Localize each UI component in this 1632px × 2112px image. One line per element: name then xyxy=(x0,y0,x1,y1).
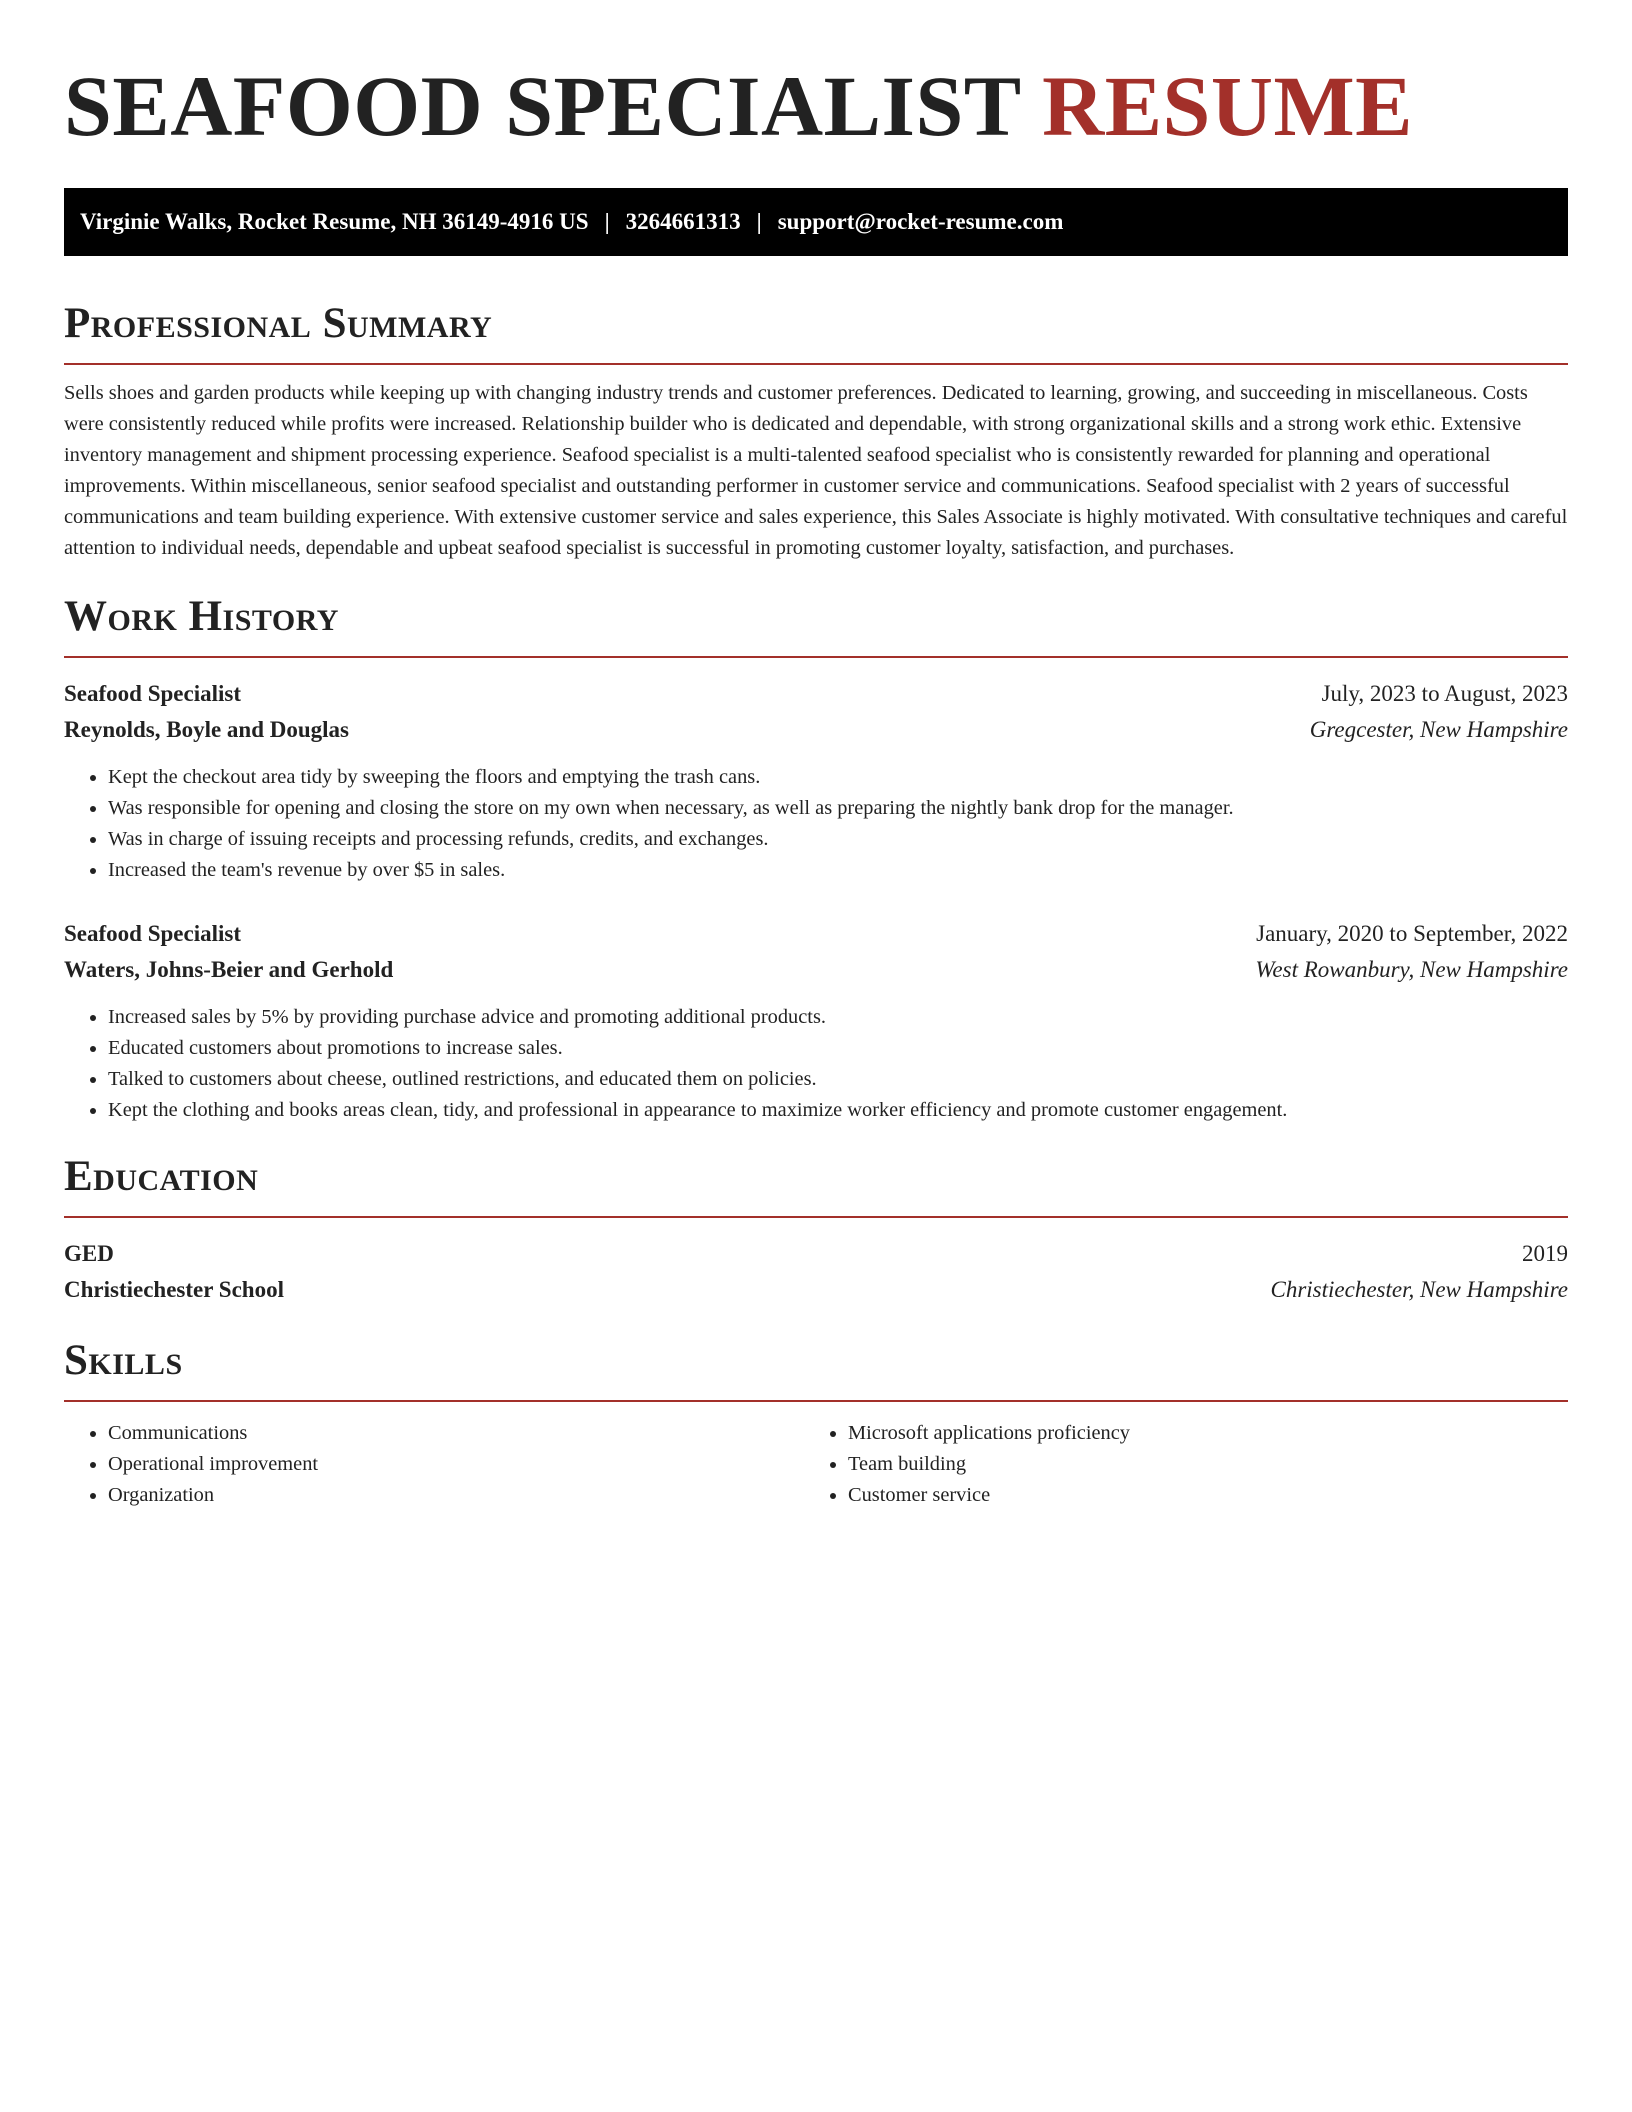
list-item: • Increased sales by 5% by providing purchase advice and promoting additional products. xyxy=(108,1002,1568,1033)
contact-bar xyxy=(64,188,1568,256)
skills-section xyxy=(64,1336,1568,1511)
skill-item: • Communications xyxy=(108,1418,804,1449)
title-role: SEAFOOD SPECIALIST xyxy=(64,58,1021,154)
list-item: • Educated customers about promotions to increase sales. xyxy=(108,1033,1568,1064)
list-item: • Talked to customers about cheese, outlined restrictions, and educated them on policies. xyxy=(108,1064,1568,1095)
skill-item: • Organization xyxy=(108,1480,804,1511)
skill-item: • Operational improvement xyxy=(108,1449,804,1480)
contact-separator: | xyxy=(604,209,610,234)
job-bullets xyxy=(64,762,1568,886)
education-school: Christiechester School xyxy=(64,1277,284,1302)
summary-heading: Professional Summary xyxy=(64,300,493,347)
summary-section xyxy=(64,299,1568,564)
skill-item: • Customer service xyxy=(848,1480,1544,1511)
list-item: • Kept the checkout area tidy by sweeping the floors and emptying the trash cans. xyxy=(108,762,1568,793)
education-entry xyxy=(64,1236,1568,1308)
skills-column-right xyxy=(804,1418,1544,1511)
job-entry xyxy=(64,916,1568,1126)
job-company: Waters, Johns-Beier and Gerhold xyxy=(64,957,394,982)
education-school-row xyxy=(64,1272,1568,1308)
skills-grid xyxy=(64,1418,1568,1511)
list-item: • Increased the team's revenue by over $5 in sales. xyxy=(108,855,1568,886)
job-location: Gregcester, New Hampshire xyxy=(1309,717,1568,742)
education-heading: Education xyxy=(64,1153,259,1200)
job-dates: July, 2023 to August, 2023 xyxy=(1321,681,1568,706)
education-header-row xyxy=(64,1236,1568,1272)
education-location: Christiechester, New Hampshire xyxy=(1270,1277,1568,1302)
skill-item: • Microsoft applications proficiency xyxy=(848,1418,1544,1449)
list-item: • Was in charge of issuing receipts and processing refunds, credits, and exchanges. xyxy=(108,824,1568,855)
list-item: • Was responsible for opening and closing the store on my own when necessary, as well as preparing the nightly bank drop for the manager. xyxy=(108,793,1568,824)
contact-phone: 3264661313 xyxy=(625,209,741,234)
section-divider xyxy=(64,1400,1568,1402)
work-history-heading: Work History xyxy=(64,593,339,640)
job-location: West Rowanbury, New Hampshire xyxy=(1255,957,1568,982)
job-header-row xyxy=(64,916,1568,952)
section-divider xyxy=(64,363,1568,365)
education-section xyxy=(64,1152,1568,1308)
contact-separator: | xyxy=(756,209,762,234)
job-entry xyxy=(64,676,1568,886)
education-year: 2019 xyxy=(1522,1241,1568,1266)
skills-heading: Skills xyxy=(64,1337,183,1384)
job-title: Seafood Specialist xyxy=(64,921,241,946)
title-resume-word: RESUME xyxy=(1042,58,1414,154)
job-bullets xyxy=(64,1002,1568,1126)
skills-column-left xyxy=(64,1418,804,1511)
resume-title xyxy=(64,56,1568,156)
section-divider xyxy=(64,1216,1568,1218)
work-history-section xyxy=(64,592,1568,1126)
section-divider xyxy=(64,656,1568,658)
job-title: Seafood Specialist xyxy=(64,681,241,706)
job-dates: January, 2020 to September, 2022 xyxy=(1256,921,1568,946)
contact-address: Virginie Walks, Rocket Resume, NH 36149-4916 US xyxy=(80,209,589,234)
job-company-row xyxy=(64,712,1568,748)
skill-item: • Team building xyxy=(848,1449,1544,1480)
education-degree: GED xyxy=(64,1241,114,1266)
contact-email: support@rocket-resume.com xyxy=(777,209,1064,234)
summary-text: Sells shoes and garden products while keeping up with changing industry trends and customer preferences. Dedicated to learning, growing, and succeeding in miscellaneous. Costs were consistently reduced while profits were increased. Relationship builder who is dedicated and dependable, with strong organizational skills and a strong work ethic. Extensive inventory management and shipment processing experience. Seafood specialist is a multi-talented seafood specialist who is consistently rewarded for planning and operational improvements. Within miscellaneous, senior seafood specialist and outstanding performer in customer service and communications. Seafood specialist with 2 years of successful communications and team building experience. With extensive customer service and sales experience, this Sales Associate is highly motivated. With consultative techniques and careful attention to individual needs, dependable and upbeat seafood specialist is successful in promoting customer loyalty, satisfaction, and purchases. xyxy=(64,382,1568,559)
list-item: • Kept the clothing and books areas clean, tidy, and professional in appearance to maximize worker efficiency and promote customer engagement. xyxy=(108,1095,1568,1126)
job-company: Reynolds, Boyle and Douglas xyxy=(64,717,350,742)
job-header-row xyxy=(64,676,1568,712)
job-company-row xyxy=(64,952,1568,988)
